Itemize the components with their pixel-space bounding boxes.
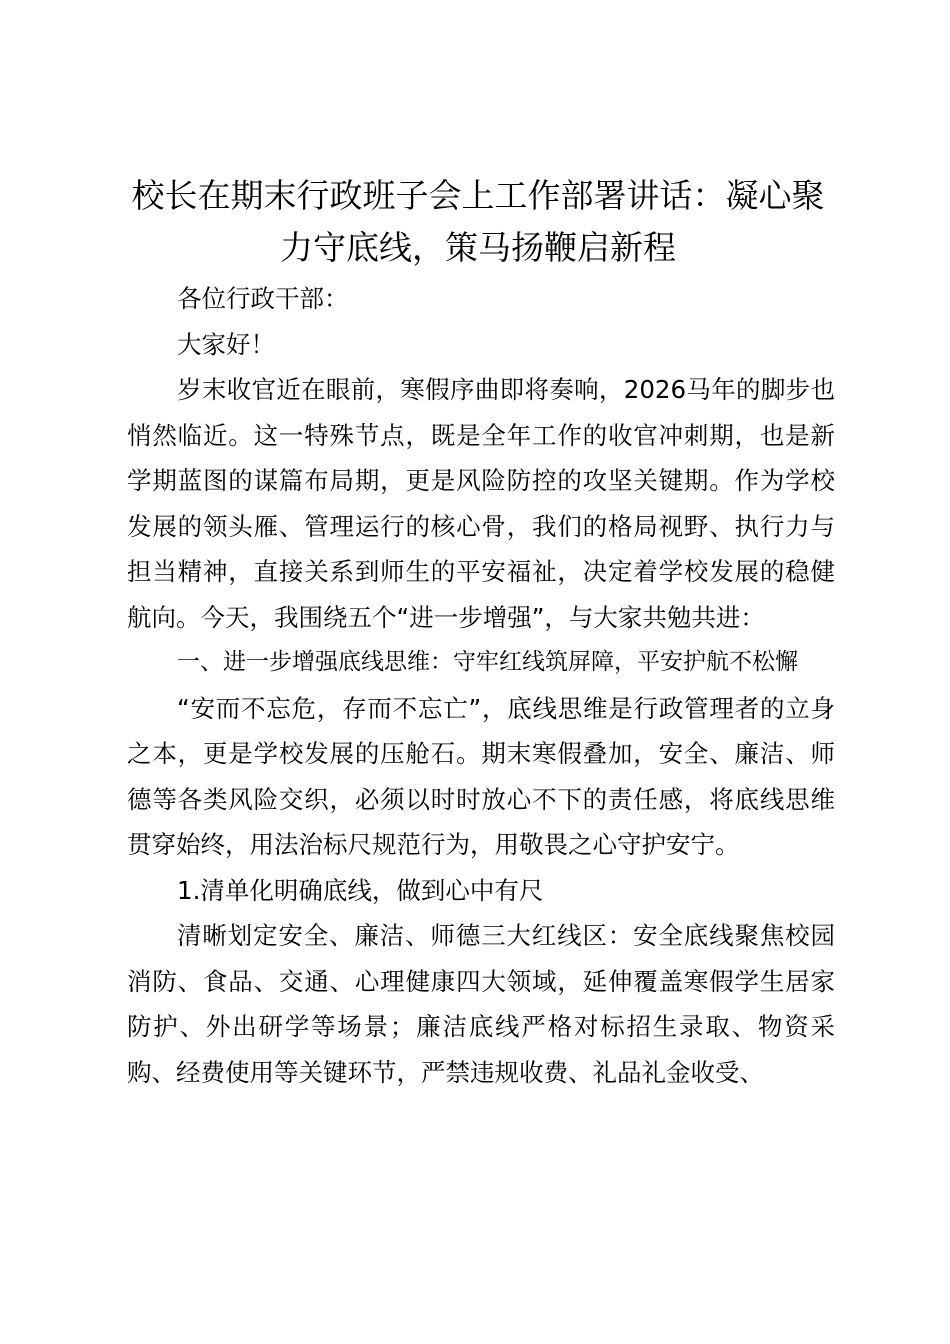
subheading-1-1: 1.清单化明确底线，做到心中有尺 bbox=[177, 875, 544, 905]
document-body bbox=[127, 276, 835, 1095]
salutation: 各位行政干部： bbox=[177, 284, 349, 313]
section-1-paragraph: “安而不忘危，存而不忘亡”，底线思维是行政管理者的立身之本，更是学校发展的压舱石。期末寒假叠加，安全、廉洁、师德等各类风险交织，必须以时时放心不下的责任感，将底线思维贯穿始终，用法治标尺规范行为，用敬畏之心守护安宁。 bbox=[127, 693, 835, 859]
intro-paragraph: 岁末收官近在眼前，寒假序曲即将奏响，2026马年的脚步也悄然临近。这一特殊节点，既是全年工作的收官冲刺期，也是新学期蓝图的谋篇布局期，更是风险防控的攻坚关键期。作为学校发展的领头雁、管理运行的核心骨，我们的格局视野、执行力与担当精神，直接关系到师生的平安福祉，决定着学校发展的稳健航向。今天，我围绕五个“进一步增强”，与大家共勉共进： bbox=[127, 375, 835, 632]
section-heading-1: 一、进一步增强底线思维：守牢红线筑屏障，平安护航不松懈 bbox=[177, 649, 798, 675]
subsection-1-1-paragraph: 清晰划定安全、廉洁、师德三大红线区：安全底线聚焦校园消防、食品、交通、心理健康四大领域，延伸覆盖寒假学生居家防护、外出研学等场景；廉洁底线严格对标招生录取、物资采购、经费使用等关键环节，严禁违规收费、礼品礼金收受、 bbox=[127, 921, 835, 1087]
greeting: 大家好！ bbox=[177, 329, 275, 359]
document-title: 校长在期末行政班子会上工作部署讲话：凝心聚力守底线，策马扬鞭启新程 bbox=[131, 176, 825, 267]
